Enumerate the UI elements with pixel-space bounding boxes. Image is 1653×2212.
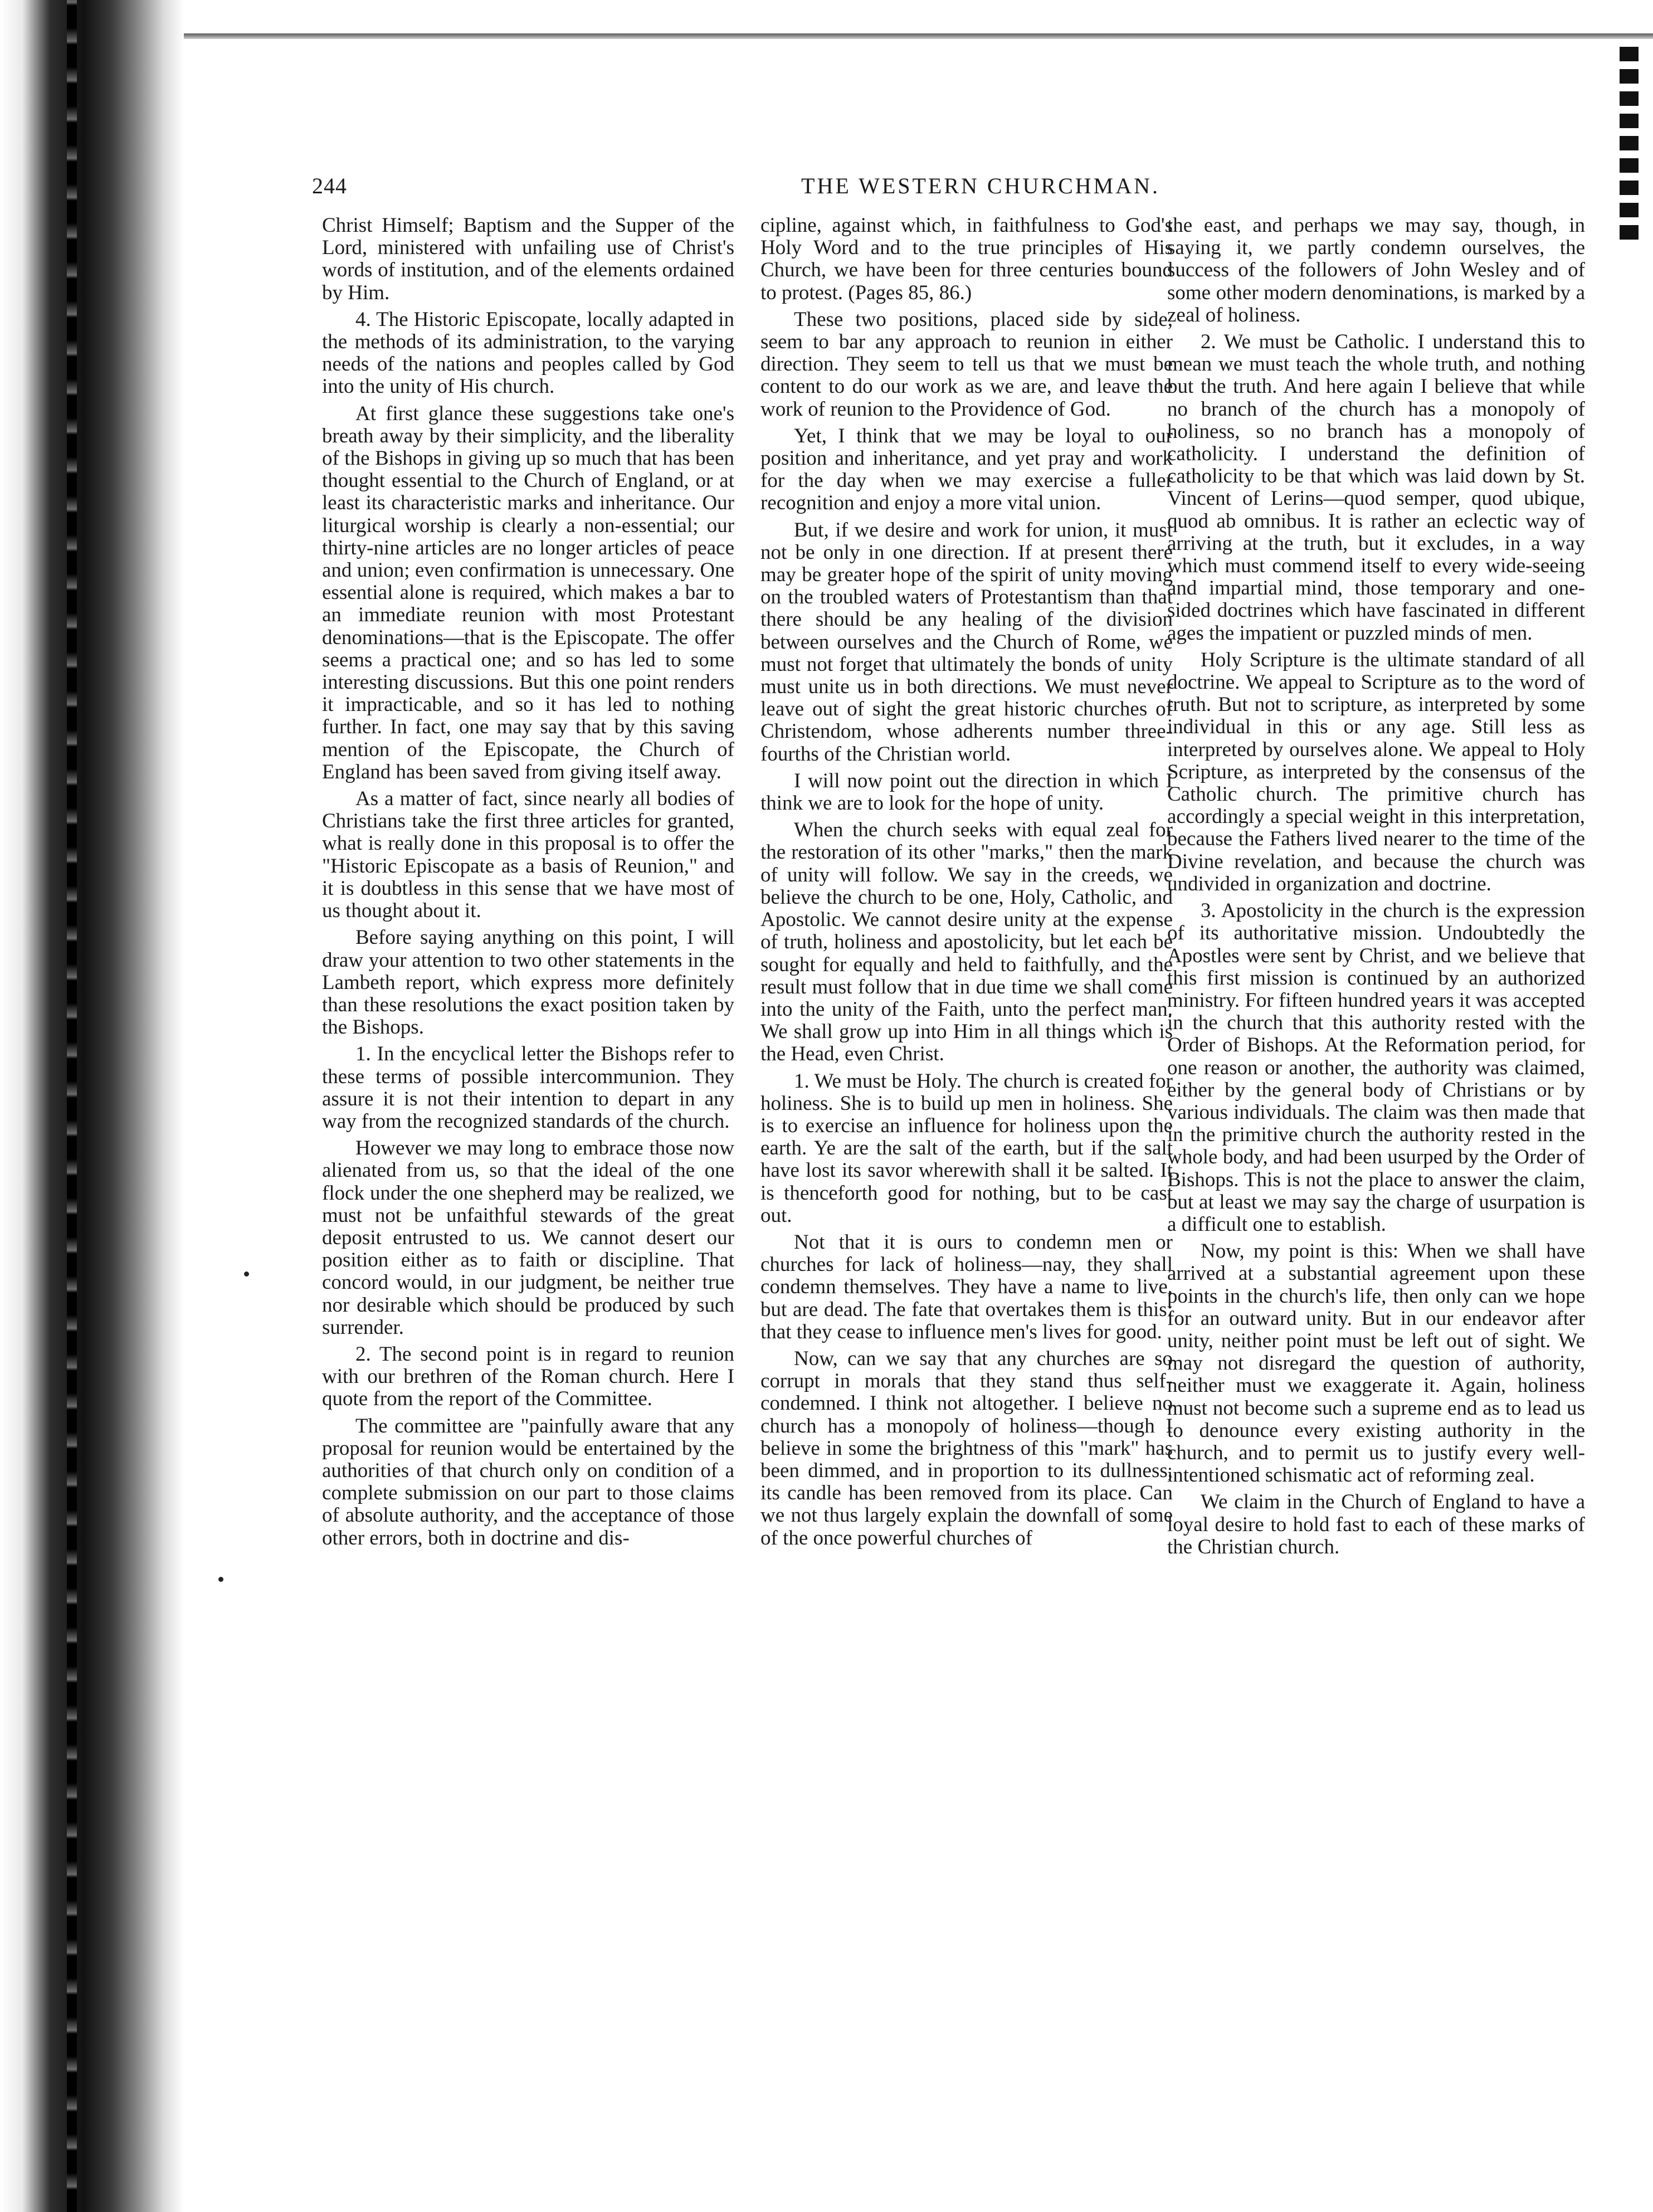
margin-dot (244, 1271, 249, 1276)
paragraph: Now, my point is this: When we shall have arrived at a substantial agreement upon these points in the church's life, then only can we hope for an outward unity. But in our endeavor after unity, neither point must be left out of sight. We may not disregard the question of authority, neither must we exaggerate it. Again, holiness must not become such a supreme end as to lead us to denounce every existing authority in the church, and to permit us to justify every well-intentioned schismatic act of reforming zeal. (1167, 1240, 1585, 1487)
margin-dot (218, 1577, 223, 1582)
paragraph: As a matter of fact, since nearly all bodies of Christians take the first three articles for granted, what is really done in this proposal is to offer the "Historic Episcopate as a basis of Reunion," and it is doubtless in this sense that we have most of us thought about it. (322, 787, 734, 923)
paragraph: Yet, I think that we may be loyal to our position and inheritance, and yet pray and work for the day when we may exercise a fuller recognition and enjoy a more vital union. (760, 424, 1173, 515)
paragraph: The committee are "painfully aware that any proposal for reunion would be entertained by the authorities of that church only on condition of a complete submission on our part to those claims of absolute authority, and the acceptance of those other errors, both in doctrine and dis- (322, 1414, 734, 1550)
paragraph: 4. The Historic Episcopate, locally adapted in the methods of its administration, to the varying needs of the nations and peoples called by God into the unity of His church. (322, 308, 734, 398)
paragraph: Holy Scripture is the ultimate standard of all doctrine. We appeal to Scripture as to the word of truth. But not to scripture, as interpreted by some individual in this or any age. Still less as interpreted by ourselves alone. We appeal to Holy Scripture, as interpreted by the consensus of the Catholic church. The primitive church has accordingly a special weight in this interpretation, because the Fathers lived nearer to the time of the Divine revelation, and because the church was undivided in organization and doctrine. (1167, 648, 1585, 895)
paragraph: the east, and perhaps we may say, though, in saying it, we partly condemn ourselves, the success of the followers of John Wesley and of some other modern denominations, is marked by a zeal of holiness. (1167, 214, 1585, 327)
scan-corner-mark (1620, 39, 1639, 240)
text-column-2 (760, 215, 1173, 1554)
text-column-3 (1167, 215, 1585, 1563)
paragraph: We claim in the Church of England to have a loyal desire to hold fast to each of these marks of the Christian church. (1167, 1490, 1585, 1558)
page-number: 244 (312, 173, 347, 198)
page-top-edge (184, 33, 1653, 39)
paragraph: 1. In the encyclical letter the Bishops refer to these terms of possible intercommunion. They assure it is not their intention to depart in any way from the recognized standards of the church. (322, 1042, 734, 1133)
paragraph: Not that it is ours to condemn men or churches for lack of holiness—nay, they shall condemn themselves. They have a name to live, but are dead. The fate that overtakes them is this: that they cease to influence men's lives for good. (760, 1230, 1173, 1343)
paragraph: 3. Apostolicity in the church is the expression of its authoritative mission. Undoubtedly the Apostles were sent by Christ, and we believe that this first mission is continued by an authorized ministry. For fifteen hundred years it was accepted in the church that this authority rested with the Order of Bishops. At the Reformation period, for one reason or another, the authority was claimed, either by the general body of Christians or by various individuals. The claim was then made that in the primitive church the authority rested in the whole body, and had been usurped by the Order of Bishops. This is not the place to answer the claim, but at least we may say the charge of usurpation is a difficult one to establish. (1167, 899, 1585, 1236)
text-column-1 (322, 215, 734, 1554)
paragraph: 2. We must be Catholic. I understand this to mean we must teach the whole truth, and nothing but the truth. And here again I believe that while no branch of the church has a monopoly of holiness, so no branch has a monopoly of catholicity. I understand the definition of catholicity to be that which was laid down by St. Vincent of Lerins—quod semper, quod ubique, quod ab omnibus. It is rather an eclectic way of arriving at the truth, but it excludes, in a way which must commend itself to every wide-seeing and impartial mind, those temporary and one-sided doctrines which have fascinated in different ages the impatient or puzzled minds of men. (1167, 330, 1585, 645)
paragraph: cipline, against which, in faithfulness to God's Holy Word and to the true principles of His Church, we have been for three centuries bound to protest. (Pages 85, 86.) (760, 214, 1173, 304)
paragraph: When the church seeks with equal zeal for the restoration of its other "marks," then the mark of unity will follow. We say in the creeds, we believe the church to be one, Holy, Catholic, and Apostolic. We cannot desire unity at the expense of truth, holiness and apostolicity, but let each be sought for equally and held to faithfully, and the result must follow that in due time we shall come into the unity of the Faith, unto the perfect man. We shall grow up into Him in all things which is the Head, even Christ. (760, 818, 1173, 1066)
page-header (312, 173, 1571, 206)
paragraph: But, if we desire and work for union, it must not be only in one direction. If at present there may be greater hope of the spirit of unity moving on the troubled waters of Protestantism than that there should be any healing of the division between ourselves and the Church of Rome, we must not forget that ultimately the bonds of unity must unite us in both directions. We must never leave out of sight the great historic churches of Christendom, whose adherents number three-fourths of the Christian world. (760, 518, 1173, 766)
paragraph: I will now point out the direction in which I think we are to look for the hope of unity. (760, 769, 1173, 815)
paragraph: Christ Himself; Baptism and the Supper of the Lord, ministered with unfailing use of Christ's words of institution, and of the elements ordained by Him. (322, 214, 734, 304)
paragraph: Now, can we say that any churches are so corrupt in morals that they stand thus self-condemned. I think not altogether. I believe no church has a monopoly of holiness—though I believe in some the brightness of this "mark" has been dimmed, and in proportion to its dullness, its candle has been removed from its place. Can we not thus largely explain the downfall of some of the once powerful churches of (760, 1347, 1173, 1550)
paragraph: Before saying anything on this point, I will draw your attention to two other statements in the Lambeth report, which express more definitely than these resolutions the exact position taken by the Bishops. (322, 926, 734, 1039)
book-binding-shadow (0, 0, 184, 2212)
binding-edge (67, 0, 77, 2212)
paragraph: However we may long to embrace those now alienated from us, so that the ideal of the one flock under the one shepherd may be realized, we must not be unfaithful stewards of the great deposit entrusted to us. We cannot desert our position either as to faith or discipline. That concord would, in our judgment, be neither true nor desirable which should be produced by such surrender. (322, 1137, 734, 1339)
paragraph: 1. We must be Holy. The church is created for holiness. She is to build up men in holiness. She is to exercise an influence for holiness upon the earth. Ye are the salt of the earth, but if the salt have lost its savor wherewith shall it be salted. It is thenceforth good for nothing, but to be cast out. (760, 1069, 1173, 1227)
paragraph: At first glance these suggestions take one's breath away by their simplicity, and the liberality of the Bishops in giving up so much that has been thought essential to the Church of England, or at least its characteristic marks and inheritance. Our liturgical worship is clearly a non-essential; our thirty-nine articles are no longer articles of peace and union; even confirmation is unnecessary. One essential alone is required, which makes a bar to an immediate reunion with most Protestant denominations—that is the Episcopate. The offer seems a practical one; and so has led to some interesting discussions. But this one point renders it impracticable, and so it has led to nothing further. In fact, one may say that by this saving mention of the Episcopate, the Church of England has been saved from giving itself away. (322, 402, 734, 783)
running-head: THE WESTERN CHURCHMAN. (801, 173, 1160, 198)
paragraph: These two positions, placed side by side, seem to bar any approach to reunion in either direction. They seem to tell us that we must be content to do our work as we are, and leave the work of reunion to the Providence of God. (760, 308, 1173, 421)
paragraph: 2. The second point is in regard to reunion with our brethren of the Roman church. Here I quote from the report of the Committee. (322, 1342, 734, 1411)
